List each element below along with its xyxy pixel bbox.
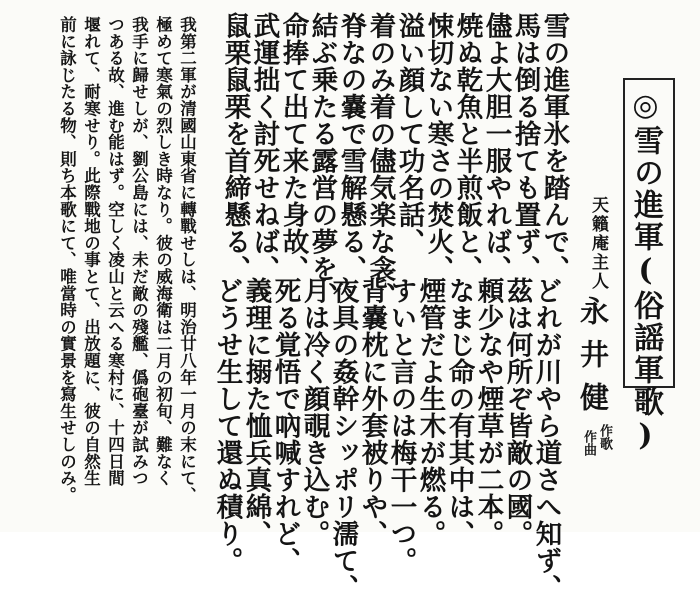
note-line: 我手に歸せしが、劉公島には、未だ敵の殘艦、僞砲臺が試みつ — [129, 16, 149, 487]
verse-line: 脊なの嚢で雪解懸る、 — [335, 12, 367, 282]
verse-line: 溢い顔して功名話、 — [393, 12, 425, 255]
verse-line: 武運拙く討死せねば、 — [248, 12, 280, 282]
verse-line: 悚切ない寒さの焚火、 — [422, 12, 454, 282]
verse-line: どれが川やら道さへ知ず、 — [530, 277, 562, 601]
verse-line: 義理に搦た恤兵真綿、 — [240, 277, 272, 547]
note-line: つある故、進む能はず。空しく凌山と云へる寒村に、十四日間 — [105, 16, 125, 487]
verse-line: 馬は倒る捨ても置ず、 — [509, 12, 541, 282]
verse-line: 雪の進軍氷を踏んで、 — [538, 12, 570, 282]
song-title: ◎雪の進軍(俗謡軍歌) — [628, 88, 663, 455]
verse-line: 鼠栗鼠栗を首締懸る、 — [219, 12, 251, 282]
verse-line: 夜具の姦幹シッポリ濡て、 — [327, 277, 359, 601]
verse-line: 儘よ大胆一服やれば、 — [480, 12, 512, 282]
verse-line: 背嚢枕に外套被りや、 — [356, 277, 388, 547]
verse-line: すいと言のは梅干一つ。 — [385, 277, 417, 574]
role-lyrics: 作歌 — [597, 424, 612, 450]
verse-line: 命捧て出て来た身故、 — [277, 12, 309, 282]
verse-line: なまじ命の有其中は、 — [443, 277, 475, 547]
verse-line: 結ぶ乗たる露営の夢を、 — [306, 12, 338, 309]
verse-line: 月は冷く顔覗き込む。 — [298, 277, 330, 547]
verse-line: どうせ生して還ぬ積り。 — [211, 277, 243, 574]
verse-line: 頼少なや煙草が二本。 — [472, 277, 504, 547]
verse-line: 煙管だよ生木が燃る。 — [414, 277, 446, 547]
role-music: 作曲 — [581, 430, 596, 456]
verse-line: 死る覚悟で吶喊すれど、 — [269, 277, 301, 574]
note-line: 前に詠じたる物、則ち本歌にて、唯當時の實景を寫生せしのみ。 — [57, 16, 77, 504]
note-line: 我第二軍が清國山東省に轉戰せしは、明治廿八年一月の末にて、 — [177, 16, 197, 504]
poet-name: 永井健 — [576, 296, 610, 425]
verse-line: 茲は何所ぞ皆敵の國。 — [501, 277, 533, 547]
note-line: 堰れて、耐寒せり。此際戰地の事とて、出放題に、彼の自然生 — [81, 16, 101, 487]
verse-line: 着のみ着の儘気楽な衾、 — [364, 12, 396, 309]
author-pen-name: 天籟庵主人 — [588, 196, 608, 291]
note-line: 極めて寒氣の烈しき時なり。彼の威海衛は二月の初旬、難なく — [153, 16, 173, 487]
verse-line: 焼ぬ乾魚と半煎飯と、 — [451, 12, 483, 282]
